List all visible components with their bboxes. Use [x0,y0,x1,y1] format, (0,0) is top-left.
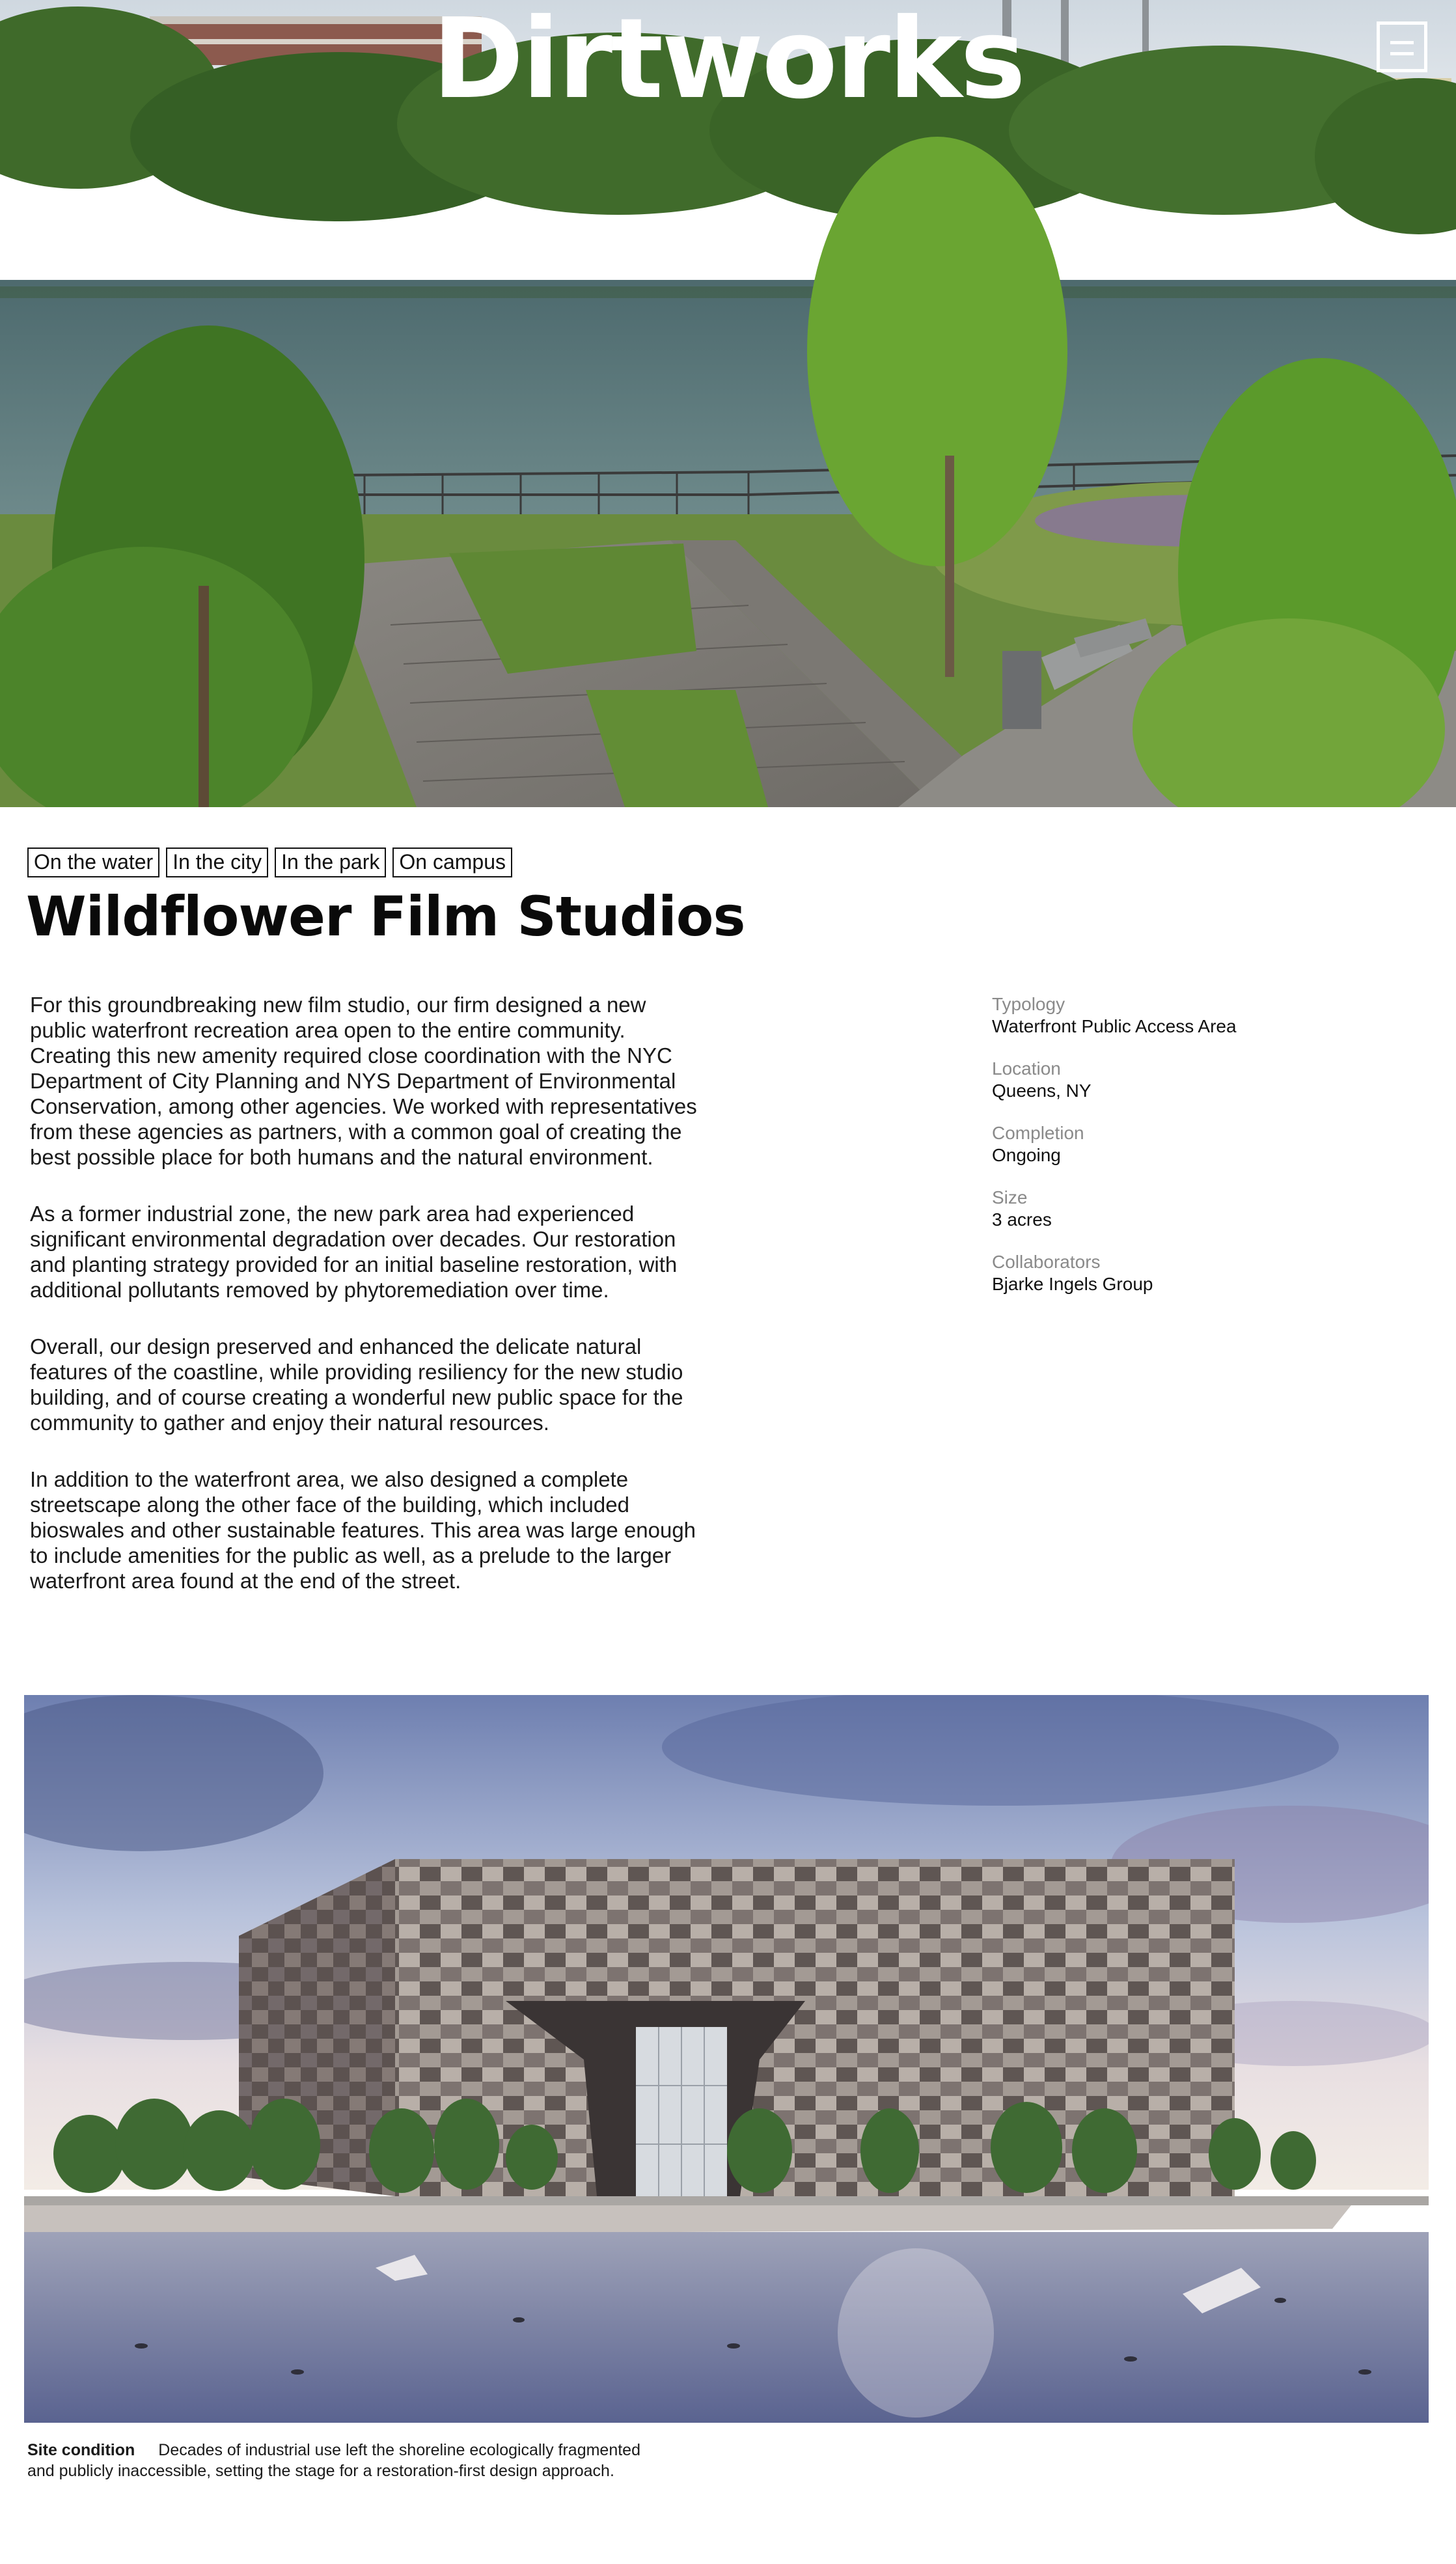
project-details [992,993,1330,1316]
tag-on-the-water[interactable]: On the water [27,848,159,877]
detail-collaborators [992,1251,1330,1295]
detail-value: Bjarke Ingels Group [992,1274,1153,1294]
description-paragraph: Overall, our design preserved and enhanced the delicate natural features of the coastline, while providing resiliency for the new studio building, and of course creating a wonderful new public space for the community to gather and enjoy their natural resources. [30,1334,683,1435]
detail-label: Location [992,1058,1061,1079]
studio-rendering-image [24,1695,1429,2423]
description-paragraph: For this groundbreaking new film studio, our firm designed a new public waterfront recreation area open to the entire community. Creating this new amenity required close coordination with the NYC Department of City Planning and NYS Department of Environmental Conservation, among other agencies. We worked with representatives from these agencies as partners, with a common goal of creating the best possible place for both humans and the natural environment. [30,993,697,1169]
detail-label: Collaborators [992,1252,1101,1272]
caption-title: Site condition [27,2441,135,2459]
site-logo[interactable]: Dirtworks [432,0,1024,124]
image-caption [27,2440,652,2481]
category-tags [27,848,512,877]
detail-value: Waterfront Public Access Area [992,1016,1237,1036]
detail-value: Ongoing [992,1145,1061,1165]
description-paragraph: As a former industrial zone, the new park area had experienced significant environmental degradation over decades. Our restoration and planting strategy provided for an initial baseline restoration, with additional pollutants removed by phytoremediation over time. [30,1202,678,1302]
page-title: Wildflower Film Studios [26,885,745,948]
detail-label: Completion [992,1123,1084,1143]
project-description [30,992,707,1625]
detail-value: 3 acres [992,1209,1052,1230]
tag-in-the-city[interactable]: In the city [166,848,268,877]
detail-label: Size [992,1187,1028,1207]
description-paragraph: In addition to the waterfront area, we also designed a complete streetscape along the other face of the building, which included bioswales and other sustainable features. This area was large enough to include amenities for the public as well, as a prelude to the larger waterfront area found at the end of the street. [30,1467,696,1593]
detail-typology [992,993,1330,1038]
detail-value: Queens, NY [992,1081,1092,1101]
hamburger-menu-icon[interactable] [1377,21,1427,72]
detail-completion [992,1122,1330,1166]
hero-image [0,0,1456,807]
detail-location [992,1058,1330,1102]
tag-in-the-park[interactable]: In the park [275,848,386,877]
tag-on-campus[interactable]: On campus [392,848,512,877]
detail-label: Typology [992,994,1065,1014]
detail-size [992,1187,1330,1231]
caption-text: Decades of industrial use left the shoreline ecologically fragmented and publicly inaccessible, setting the stage for a restoration-first design approach. [27,2441,640,2480]
